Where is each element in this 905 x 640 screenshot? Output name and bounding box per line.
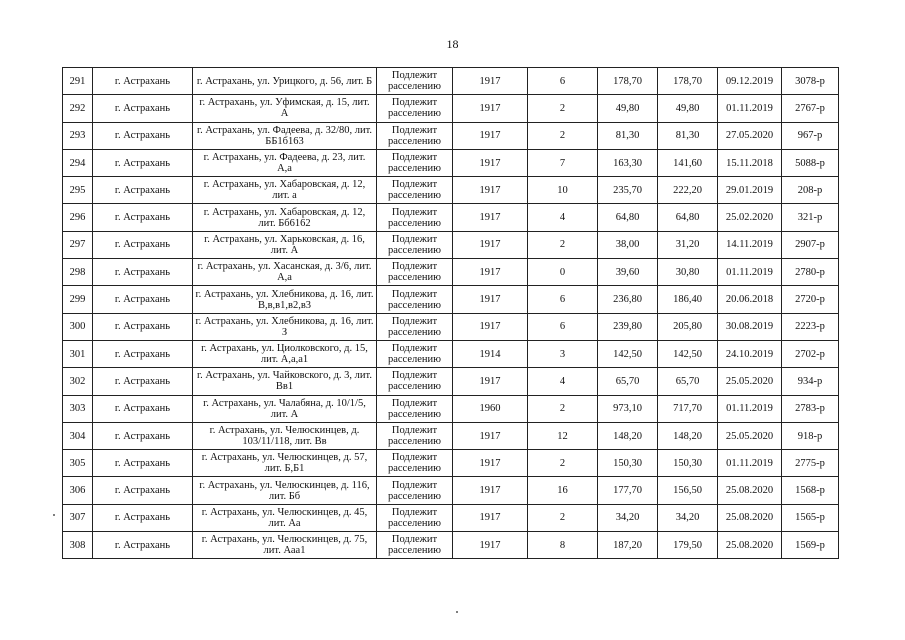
area-total-cell: 150,30 xyxy=(598,450,658,477)
registry-table xyxy=(62,67,839,559)
area-total-cell: 973,10 xyxy=(598,395,658,422)
address-cell: г. Астрахань, ул. Челюскинцев, д. 45, лит. Аа xyxy=(193,504,377,531)
area-living-cell: 31,20 xyxy=(658,231,718,258)
address-cell: г. Астрахань, ул. Чалабяна, д. 10/1/5, лит. А xyxy=(193,395,377,422)
order-number-cell: 2720-р xyxy=(782,286,839,313)
area-total-cell: 177,70 xyxy=(598,477,658,504)
year-cell: 1917 xyxy=(453,450,528,477)
order-number-cell: 3078-р xyxy=(782,68,839,95)
area-total-cell: 65,70 xyxy=(598,368,658,395)
page-number: 18 xyxy=(446,37,459,51)
city-cell: г. Астрахань xyxy=(93,286,193,313)
table-row xyxy=(63,313,839,340)
status-cell: Подлежит расселению xyxy=(377,395,453,422)
count-cell: 2 xyxy=(528,95,598,122)
scan-speck xyxy=(456,611,458,613)
city-cell: г. Астрахань xyxy=(93,395,193,422)
status-cell: Подлежит расселению xyxy=(377,286,453,313)
order-number-cell: 2767-р xyxy=(782,95,839,122)
date-cell: 01.11.2019 xyxy=(718,95,782,122)
area-living-cell: 717,70 xyxy=(658,395,718,422)
address-cell: г. Астрахань, ул. Чайковского, д. 3, лит. Вв1 xyxy=(193,368,377,395)
table-row xyxy=(63,68,839,95)
order-number-cell: 934-р xyxy=(782,368,839,395)
address-cell: г. Астрахань, ул. Челюскинцев, д. 57, лит. Б,Б1 xyxy=(193,450,377,477)
status-cell: Подлежит расселению xyxy=(377,422,453,449)
area-total-cell: 235,70 xyxy=(598,177,658,204)
year-cell: 1917 xyxy=(453,532,528,559)
address-cell: г. Астрахань, ул. Циолковского, д. 15, лит. А,а,а1 xyxy=(193,340,377,367)
status-cell: Подлежит расселению xyxy=(377,231,453,258)
status-cell: Подлежит расселению xyxy=(377,368,453,395)
row-number-cell: 293 xyxy=(63,122,93,149)
date-cell: 30.08.2019 xyxy=(718,313,782,340)
order-number-cell: 321-р xyxy=(782,204,839,231)
table-row xyxy=(63,204,839,231)
row-number-cell: 300 xyxy=(63,313,93,340)
date-cell: 25.08.2020 xyxy=(718,532,782,559)
count-cell: 6 xyxy=(528,286,598,313)
row-number-cell: 294 xyxy=(63,149,93,176)
date-cell: 20.06.2018 xyxy=(718,286,782,313)
date-cell: 29.01.2019 xyxy=(718,177,782,204)
address-cell: г. Астрахань, ул. Хабаровская, д. 12, лит. а xyxy=(193,177,377,204)
date-cell: 24.10.2019 xyxy=(718,340,782,367)
count-cell: 2 xyxy=(528,395,598,422)
order-number-cell: 2783-р xyxy=(782,395,839,422)
year-cell: 1917 xyxy=(453,504,528,531)
area-total-cell: 142,50 xyxy=(598,340,658,367)
area-total-cell: 148,20 xyxy=(598,422,658,449)
address-cell: г. Астрахань, ул. Челюскинцев, д. 75, лит. Ааа1 xyxy=(193,532,377,559)
area-living-cell: 81,30 xyxy=(658,122,718,149)
count-cell: 10 xyxy=(528,177,598,204)
status-cell: Подлежит расселению xyxy=(377,259,453,286)
area-total-cell: 64,80 xyxy=(598,204,658,231)
row-number-cell: 297 xyxy=(63,231,93,258)
year-cell: 1917 xyxy=(453,368,528,395)
row-number-cell: 308 xyxy=(63,532,93,559)
status-cell: Подлежит расселению xyxy=(377,204,453,231)
table-row xyxy=(63,122,839,149)
area-total-cell: 163,30 xyxy=(598,149,658,176)
year-cell: 1917 xyxy=(453,68,528,95)
order-number-cell: 5088-р xyxy=(782,149,839,176)
area-living-cell: 178,70 xyxy=(658,68,718,95)
year-cell: 1917 xyxy=(453,177,528,204)
table-row xyxy=(63,149,839,176)
status-cell: Подлежит расселению xyxy=(377,313,453,340)
city-cell: г. Астрахань xyxy=(93,477,193,504)
city-cell: г. Астрахань xyxy=(93,95,193,122)
row-number-cell: 305 xyxy=(63,450,93,477)
status-cell: Подлежит расселению xyxy=(377,504,453,531)
year-cell: 1917 xyxy=(453,231,528,258)
address-cell: г. Астрахань, ул. Хлебникова, д. 16, лит. З xyxy=(193,313,377,340)
table-row xyxy=(63,422,839,449)
count-cell: 4 xyxy=(528,368,598,395)
area-living-cell: 148,20 xyxy=(658,422,718,449)
order-number-cell: 208-р xyxy=(782,177,839,204)
count-cell: 8 xyxy=(528,532,598,559)
city-cell: г. Астрахань xyxy=(93,177,193,204)
date-cell: 25.05.2020 xyxy=(718,422,782,449)
year-cell: 1917 xyxy=(453,259,528,286)
area-total-cell: 39,60 xyxy=(598,259,658,286)
year-cell: 1917 xyxy=(453,95,528,122)
row-number-cell: 299 xyxy=(63,286,93,313)
area-living-cell: 205,80 xyxy=(658,313,718,340)
count-cell: 2 xyxy=(528,231,598,258)
table-row xyxy=(63,532,839,559)
status-cell: Подлежит расселению xyxy=(377,532,453,559)
order-number-cell: 2223-р xyxy=(782,313,839,340)
row-number-cell: 307 xyxy=(63,504,93,531)
area-living-cell: 30,80 xyxy=(658,259,718,286)
area-living-cell: 186,40 xyxy=(658,286,718,313)
row-number-cell: 296 xyxy=(63,204,93,231)
row-number-cell: 298 xyxy=(63,259,93,286)
row-number-cell: 303 xyxy=(63,395,93,422)
count-cell: 6 xyxy=(528,313,598,340)
area-living-cell: 141,60 xyxy=(658,149,718,176)
area-total-cell: 49,80 xyxy=(598,95,658,122)
count-cell: 0 xyxy=(528,259,598,286)
city-cell: г. Астрахань xyxy=(93,450,193,477)
city-cell: г. Астрахань xyxy=(93,532,193,559)
date-cell: 25.08.2020 xyxy=(718,504,782,531)
year-cell: 1917 xyxy=(453,286,528,313)
city-cell: г. Астрахань xyxy=(93,149,193,176)
address-cell: г. Астрахань, ул. Фадеева, д. 32/80, лит. ББ1б163 xyxy=(193,122,377,149)
city-cell: г. Астрахань xyxy=(93,504,193,531)
scan-speck xyxy=(53,514,55,516)
area-living-cell: 34,20 xyxy=(658,504,718,531)
date-cell: 25.02.2020 xyxy=(718,204,782,231)
address-cell: г. Астрахань, ул. Челюскинцев, д. 116, лит. Бб xyxy=(193,477,377,504)
order-number-cell: 2702-р xyxy=(782,340,839,367)
date-cell: 25.05.2020 xyxy=(718,368,782,395)
status-cell: Подлежит расселению xyxy=(377,68,453,95)
date-cell: 01.11.2019 xyxy=(718,259,782,286)
count-cell: 16 xyxy=(528,477,598,504)
city-cell: г. Астрахань xyxy=(93,313,193,340)
row-number-cell: 291 xyxy=(63,68,93,95)
city-cell: г. Астрахань xyxy=(93,122,193,149)
area-total-cell: 187,20 xyxy=(598,532,658,559)
count-cell: 12 xyxy=(528,422,598,449)
date-cell: 01.11.2019 xyxy=(718,450,782,477)
table-row xyxy=(63,259,839,286)
table-body xyxy=(63,68,839,559)
status-cell: Подлежит расселению xyxy=(377,95,453,122)
table-row xyxy=(63,340,839,367)
table-row xyxy=(63,177,839,204)
city-cell: г. Астрахань xyxy=(93,259,193,286)
table-row xyxy=(63,286,839,313)
table-row xyxy=(63,450,839,477)
city-cell: г. Астрахань xyxy=(93,368,193,395)
order-number-cell: 2775-р xyxy=(782,450,839,477)
city-cell: г. Астрахань xyxy=(93,204,193,231)
area-total-cell: 239,80 xyxy=(598,313,658,340)
table-row xyxy=(63,395,839,422)
year-cell: 1917 xyxy=(453,313,528,340)
order-number-cell: 1565-р xyxy=(782,504,839,531)
year-cell: 1917 xyxy=(453,477,528,504)
year-cell: 1917 xyxy=(453,122,528,149)
area-living-cell: 49,80 xyxy=(658,95,718,122)
area-total-cell: 81,30 xyxy=(598,122,658,149)
table-row xyxy=(63,95,839,122)
status-cell: Подлежит расселению xyxy=(377,149,453,176)
area-living-cell: 179,50 xyxy=(658,532,718,559)
address-cell: г. Астрахань, ул. Уфимская, д. 15, лит. А xyxy=(193,95,377,122)
area-total-cell: 236,80 xyxy=(598,286,658,313)
date-cell: 09.12.2019 xyxy=(718,68,782,95)
count-cell: 7 xyxy=(528,149,598,176)
row-number-cell: 301 xyxy=(63,340,93,367)
area-living-cell: 65,70 xyxy=(658,368,718,395)
area-living-cell: 64,80 xyxy=(658,204,718,231)
status-cell: Подлежит расселению xyxy=(377,122,453,149)
area-living-cell: 142,50 xyxy=(658,340,718,367)
row-number-cell: 292 xyxy=(63,95,93,122)
count-cell: 4 xyxy=(528,204,598,231)
year-cell: 1960 xyxy=(453,395,528,422)
count-cell: 3 xyxy=(528,340,598,367)
date-cell: 15.11.2018 xyxy=(718,149,782,176)
order-number-cell: 1568-р xyxy=(782,477,839,504)
date-cell: 01.11.2019 xyxy=(718,395,782,422)
order-number-cell: 918-р xyxy=(782,422,839,449)
count-cell: 2 xyxy=(528,122,598,149)
address-cell: г. Астрахань, ул. Фадеева, д. 23, лит. А,а xyxy=(193,149,377,176)
order-number-cell: 967-р xyxy=(782,122,839,149)
date-cell: 14.11.2019 xyxy=(718,231,782,258)
city-cell: г. Астрахань xyxy=(93,422,193,449)
table-row xyxy=(63,504,839,531)
count-cell: 6 xyxy=(528,68,598,95)
year-cell: 1917 xyxy=(453,149,528,176)
row-number-cell: 295 xyxy=(63,177,93,204)
address-cell: г. Астрахань, ул. Хлебникова, д. 16, лит. В,в,в1,в2,в3 xyxy=(193,286,377,313)
row-number-cell: 306 xyxy=(63,477,93,504)
area-living-cell: 150,30 xyxy=(658,450,718,477)
address-cell: г. Астрахань, ул. Урицкого, д. 56, лит. Б xyxy=(193,68,377,95)
year-cell: 1917 xyxy=(453,422,528,449)
status-cell: Подлежит расселению xyxy=(377,340,453,367)
address-cell: г. Астрахань, ул. Хабаровская, д. 12, лит. Бб6162 xyxy=(193,204,377,231)
city-cell: г. Астрахань xyxy=(93,340,193,367)
table-row xyxy=(63,477,839,504)
count-cell: 2 xyxy=(528,504,598,531)
table-row xyxy=(63,231,839,258)
year-cell: 1917 xyxy=(453,204,528,231)
date-cell: 25.08.2020 xyxy=(718,477,782,504)
address-cell: г. Астрахань, ул. Харьковская, д. 16, лит. А xyxy=(193,231,377,258)
date-cell: 27.05.2020 xyxy=(718,122,782,149)
area-living-cell: 222,20 xyxy=(658,177,718,204)
count-cell: 2 xyxy=(528,450,598,477)
table-row xyxy=(63,368,839,395)
status-cell: Подлежит расселению xyxy=(377,177,453,204)
year-cell: 1914 xyxy=(453,340,528,367)
area-total-cell: 34,20 xyxy=(598,504,658,531)
city-cell: г. Астрахань xyxy=(93,231,193,258)
order-number-cell: 2907-р xyxy=(782,231,839,258)
area-total-cell: 38,00 xyxy=(598,231,658,258)
address-cell: г. Астрахань, ул. Хасанская, д. 3/6, лит. А,а xyxy=(193,259,377,286)
order-number-cell: 1569-р xyxy=(782,532,839,559)
address-cell: г. Астрахань, ул. Челюскинцев, д. 103/11/118, лит. Вв xyxy=(193,422,377,449)
order-number-cell: 2780-р xyxy=(782,259,839,286)
row-number-cell: 304 xyxy=(63,422,93,449)
row-number-cell: 302 xyxy=(63,368,93,395)
status-cell: Подлежит расселению xyxy=(377,450,453,477)
area-living-cell: 156,50 xyxy=(658,477,718,504)
city-cell: г. Астрахань xyxy=(93,68,193,95)
status-cell: Подлежит расселению xyxy=(377,477,453,504)
area-total-cell: 178,70 xyxy=(598,68,658,95)
